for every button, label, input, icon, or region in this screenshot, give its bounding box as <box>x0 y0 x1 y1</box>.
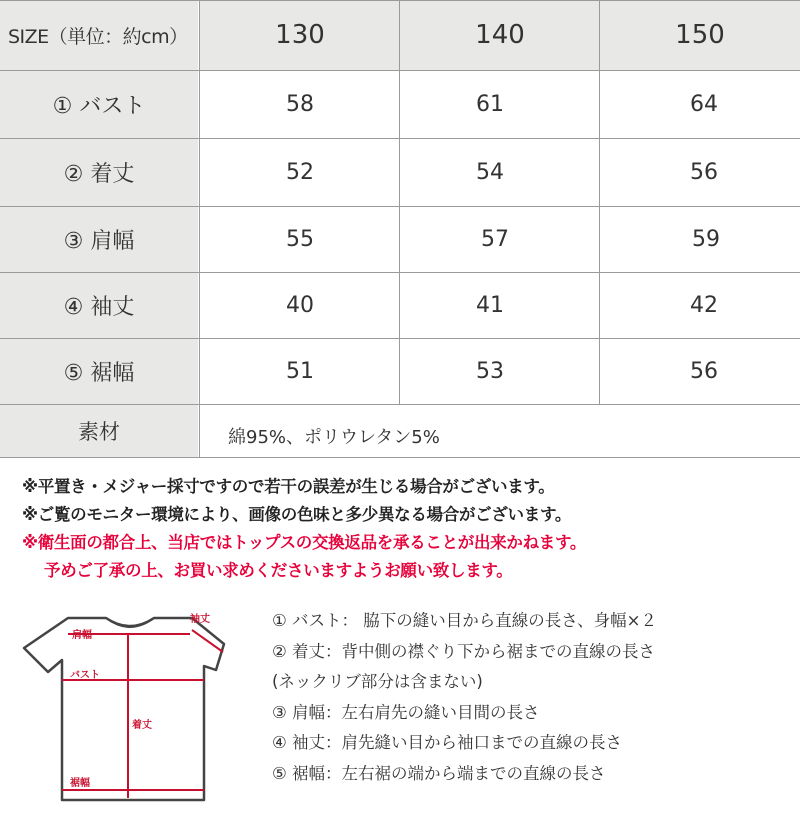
row-label-length: ② 着丈 <box>0 138 198 206</box>
table-row-shoulder <box>0 206 800 272</box>
material-value: 綿95%、ポリウレタン5% <box>228 427 440 448</box>
table-border <box>199 0 200 458</box>
note-acknowledge: 予めご了承の上、お買い求めくださいますようお願い致します。 <box>44 561 513 580</box>
desc-hem: ⑤ 裾幅：左右裾の端から端までの直線の長さ <box>272 763 606 783</box>
note-monitor: ※ご覧のモニター環境により、画像の色味と多少異なる場合がございます。 <box>22 505 572 524</box>
diagram-label-bust: バスト <box>70 670 100 681</box>
desc-sleeve: ④ 袖丈：肩先縫い目から袖口までの直線の長さ <box>272 733 623 752</box>
table-row-hem <box>0 338 800 404</box>
table-border <box>0 457 800 458</box>
table-border <box>399 0 400 404</box>
table-cell: 52 <box>286 159 314 185</box>
table-border <box>0 0 800 1</box>
table-cell: 61 <box>476 91 504 117</box>
table-border <box>0 404 800 405</box>
tshirt-outline-icon <box>20 600 240 805</box>
table-cell: 59 <box>692 226 720 252</box>
table-cell: 57 <box>481 226 509 252</box>
row-label-sleeve: ④ 袖丈 <box>0 272 198 338</box>
table-row-material <box>0 404 800 458</box>
diagram-label-length: 着丈 <box>132 720 152 731</box>
table-cell: 55 <box>286 226 314 252</box>
table-border <box>599 0 600 404</box>
size-unit-label: SIZE（単位：約cm） <box>0 0 198 70</box>
measurement-descriptions <box>272 606 792 789</box>
size-150-header: 150 <box>600 0 800 70</box>
note-measurement: ※平置き・メジャー採寸ですので若干の誤差が生じる場合がございます。 <box>22 477 555 496</box>
table-cell: 64 <box>690 91 718 117</box>
table-cell: 53 <box>476 358 504 384</box>
row-label-material: 素材 <box>0 404 198 458</box>
table-row-sleeve <box>0 272 800 338</box>
table-cell: 42 <box>690 292 718 318</box>
table-cell: 41 <box>476 292 504 318</box>
table-border <box>0 272 800 273</box>
table-border <box>0 138 800 139</box>
size-130-header: 130 <box>200 0 400 70</box>
desc-bust: ① バスト： 脇下の縫い目から直線の長さ、身幅×２ <box>272 611 657 630</box>
notes-section <box>22 473 792 585</box>
table-border <box>0 206 800 207</box>
table-border <box>0 70 800 71</box>
desc-length: ② 着丈：背中側の襟ぐり下から裾までの直線の長さ <box>272 641 656 661</box>
measurement-diagram <box>20 600 240 805</box>
table-cell: 56 <box>690 159 718 185</box>
size-140-header: 140 <box>400 0 600 70</box>
note-no-returns: ※衛生面の都合上、当店ではトップスの交換返品を承ることが出来かねます。 <box>22 533 587 552</box>
table-row-bust <box>0 70 800 138</box>
table-border <box>0 338 800 339</box>
diagram-label-shoulder: 肩幅 <box>72 630 92 641</box>
row-label-hem: ⑤ 裾幅 <box>0 338 198 404</box>
table-cell: 56 <box>690 358 718 384</box>
table-cell: 40 <box>286 292 314 318</box>
row-label-bust: ① バスト <box>0 70 198 138</box>
table-row-length <box>0 138 800 206</box>
table-cell: 54 <box>476 159 504 185</box>
diagram-label-sleeve: 袖丈 <box>190 614 210 625</box>
desc-shoulder: ③ 肩幅：左右肩先の縫い目間の長さ <box>272 702 540 722</box>
diagram-label-hem: 裾幅 <box>70 778 90 789</box>
desc-length-note: (ネックリブ部分は含まない) <box>272 672 483 691</box>
table-header-row <box>0 0 800 70</box>
table-cell: 58 <box>286 91 314 117</box>
row-label-shoulder: ③ 肩幅 <box>0 206 198 272</box>
table-cell: 51 <box>286 358 314 384</box>
